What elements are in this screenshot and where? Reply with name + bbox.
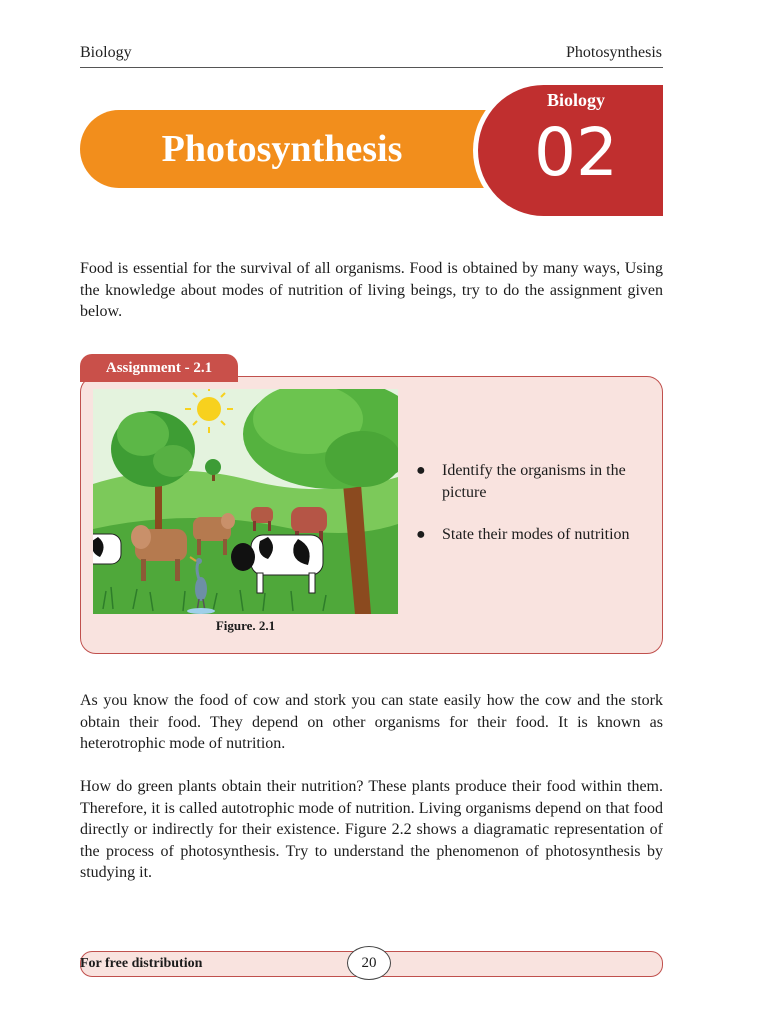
heterotrophic-paragraph: As you know the food of cow and stork you can state easily how the cow and the stork obtain their food. They depend on other organisms for their food. It is known as heterotrophic mode of nutrition. — [80, 692, 663, 752]
list-item — [414, 524, 654, 546]
farm-scene-image — [93, 389, 398, 614]
footer-text: For free distribution — [80, 956, 203, 971]
figure-caption: Figure. 2.1 — [215, 618, 276, 633]
page-number: 20 — [347, 946, 391, 980]
assignment-label: Assignment - 2.1 — [80, 354, 238, 382]
intro-paragraph: Food is essential for the survival of all organisms. Food is obtained by many ways, Using the knowledge about modes of nutrition of living beings, try to do the assignment given below. — [80, 260, 663, 320]
farm-illustration — [93, 389, 398, 614]
autotrophic-paragraph: How do green plants obtain their nutrition? These plants produce their food within them. Therefore, it is called autotrophic mode of nutrition. Living organisms depend on that food directly or indirectly for their existence. Figure 2.2 shows a diagramatic representation of the process of photosynthesis. Try to understand the phenomenon of photosynthesis by studying it. — [80, 778, 663, 881]
assignment-questions — [414, 460, 654, 566]
chapter-number: 02 — [534, 114, 618, 191]
cow-holstein-left-icon — [93, 534, 121, 564]
chapter-title: Photosynthesis — [161, 128, 403, 170]
chapter-subject: Biology — [546, 90, 605, 110]
header-rule — [80, 67, 663, 68]
list-item — [414, 460, 654, 504]
bullet-icon: ● — [416, 462, 426, 479]
bullet-icon: ● — [416, 526, 426, 543]
running-header-subject: Biology — [80, 44, 132, 61]
running-header-chapter: Photosynthesis — [565, 44, 662, 61]
question-text: State their modes of nutrition — [442, 526, 630, 543]
question-text: Identify the organisms in the picture — [442, 462, 626, 501]
